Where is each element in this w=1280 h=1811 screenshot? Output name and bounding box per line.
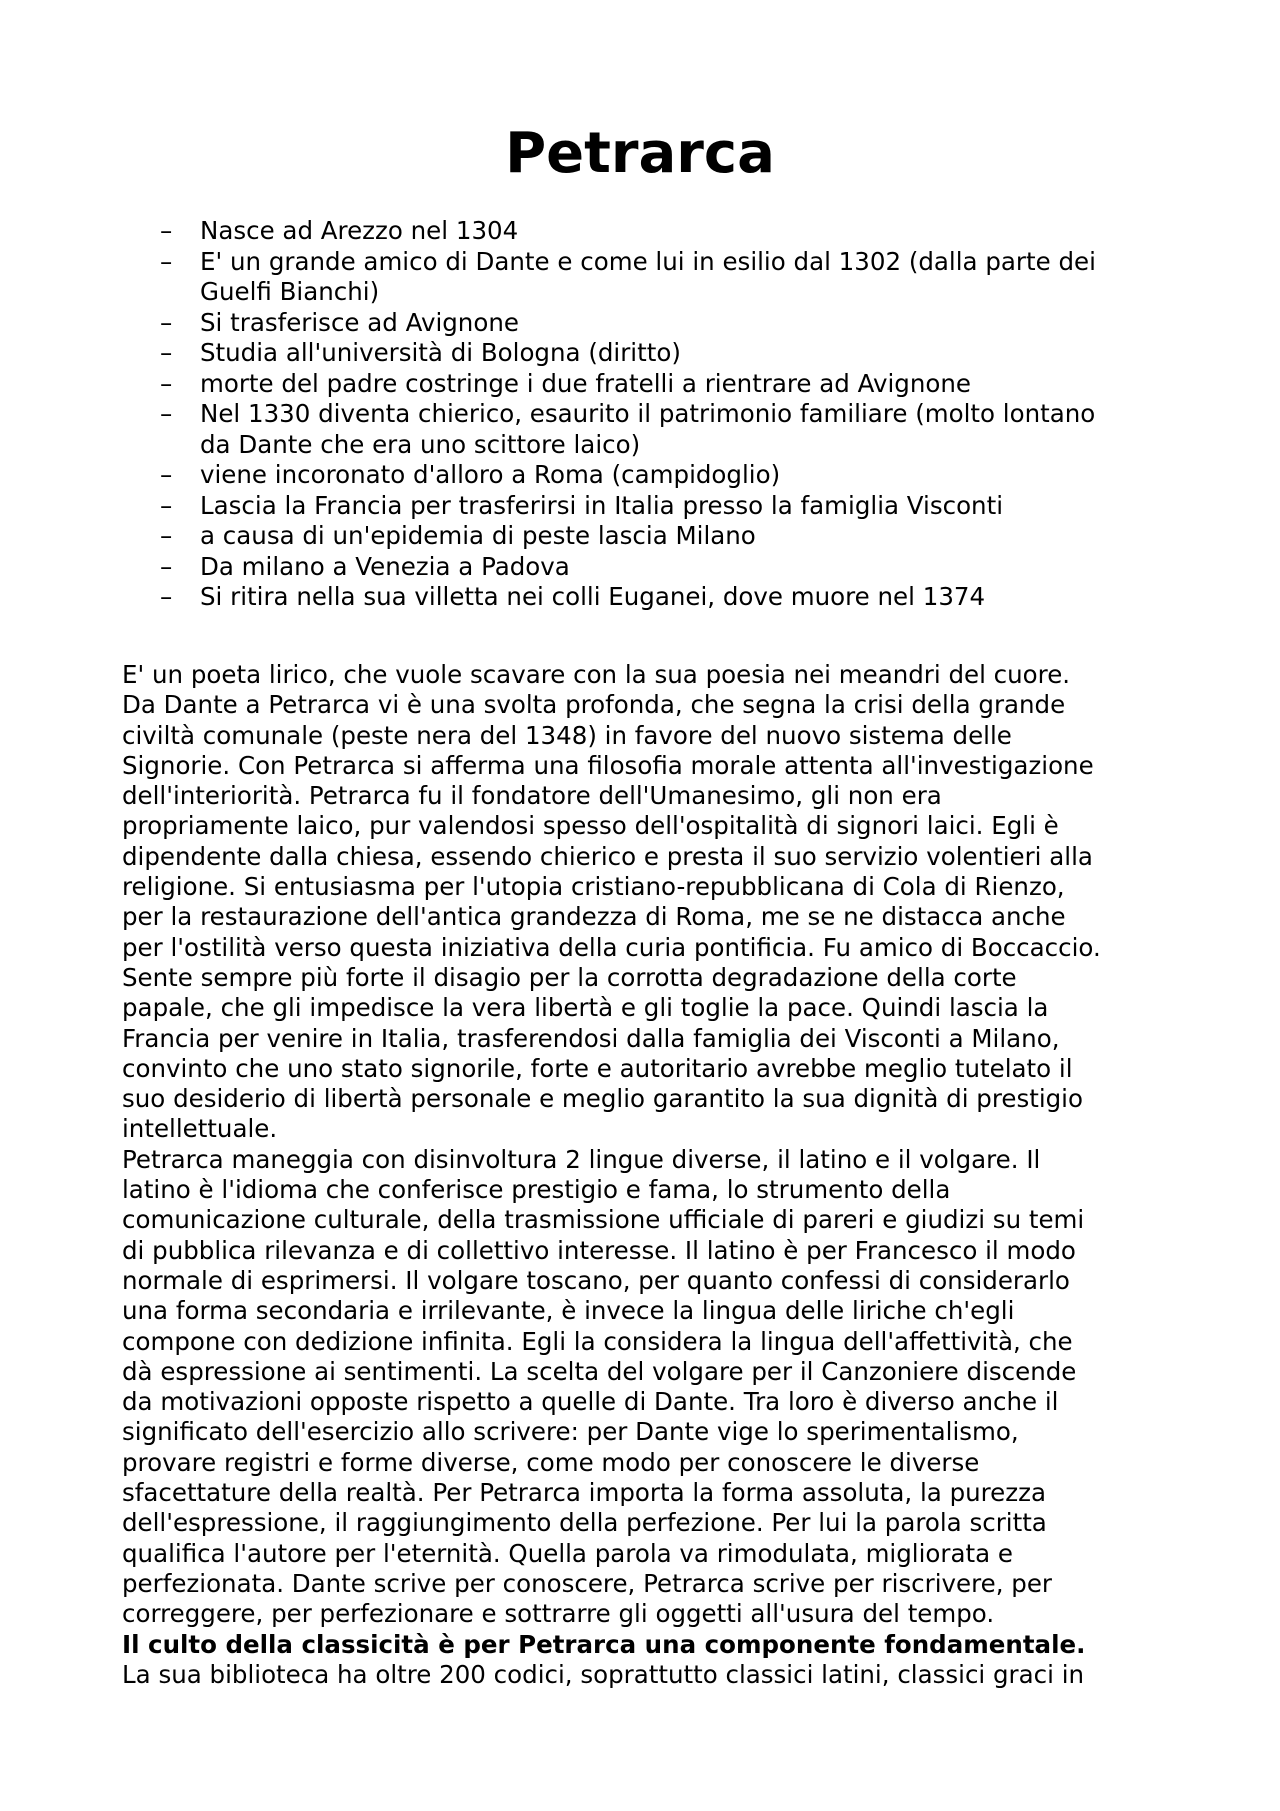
list-item — [160, 338, 1160, 369]
list-dash: – — [160, 216, 173, 245]
list-dash: – — [160, 338, 173, 367]
list-item-text: Si trasferisce ad Avignone — [200, 307, 519, 337]
list-item — [160, 552, 1160, 583]
list-item-text: Nel 1330 diventa chierico, esaurito il patrimonio familiare (molto lontano da Dante che era uno scittore laico) — [200, 399, 1096, 459]
list-dash: – — [160, 246, 173, 276]
list-item — [160, 399, 1160, 460]
paragraph-heading-classicism: Il culto della classicità è per Petrarca una componente fondamentale. — [122, 1629, 1086, 1659]
list-item — [160, 247, 1160, 308]
list-item — [160, 216, 1160, 247]
list-item-text: Da milano a Venezia a Padova — [200, 551, 570, 581]
list-item-text: viene incoronato d'alloro a Roma (campidoglio) — [200, 460, 781, 489]
paragraph-library: La sua biblioteca ha oltre 200 codici, soprattutto classici latini, classici graci in — [122, 1659, 1085, 1689]
list-dash: – — [160, 521, 173, 550]
list-dash: – — [160, 460, 173, 489]
list-item-text: Lascia la Francia per trasferirsi in Italia presso la famiglia Visconti — [200, 490, 1003, 520]
list-item-text: E' un grande amico di Dante e come lui in esilio dal 1302 (dalla parte dei Guelfi Bianchi) — [200, 246, 1096, 306]
list-item-text: morte del padre costringe i due fratelli a rientrare ad Avignone — [200, 368, 971, 398]
list-item-text: Studia all'università di Bologna (diritto) — [200, 338, 681, 367]
list-item — [160, 369, 1160, 400]
list-item — [160, 308, 1160, 339]
list-item-text: Nasce ad Arezzo nel 1304 — [200, 216, 519, 245]
list-item-text: a causa di un'epidemia di peste lascia Milano — [200, 521, 756, 550]
list-dash: – — [160, 490, 173, 520]
list-dash: – — [160, 551, 173, 581]
list-dash: – — [160, 582, 173, 611]
page-title: Petrarca — [505, 121, 775, 186]
list-dash: – — [160, 399, 173, 428]
paragraph-languages: Petrarca maneggia con disinvoltura 2 lingue diverse, il latino e il volgare. Il latino è l'idioma che conferisce prestigio e fama, lo strumento della comunicazione culturale, della trasmissione ufficiale di pareri e giudizi su temi di pubblica rilevanza e di collettivo interesse. Il latino è per Francesco il modo normale di esprimersi. Il volgare toscano, per quanto confessi di considerarlo una forma secondaria e irrilevante, è invece la lingua delle liriche ch'egli compone con dedizione infinita. Egli la considera la lingua dell'affettività, che dà espressione ai sentimenti. La scelta del volgare per il Canzoniere discende da motivazioni opposte rispetto a quelle di Dante. Tra loro è diverso anche il significato dell'esercizio allo scrivere: per Dante vige lo sperimentalismo, provare registri e forme diverse, come modo per conoscere le diverse sfacettature della realtà. Per Petrarca importa la forma assoluta, la purezza dell'espressione, il raggiungimento della perfezione. Per lui la parola scritta qualifica l'autore per l'eternità. Quella parola va rimodulata, migliorata e perfezionata. Dante scrive per conoscere, Petrarca scrive per riscrivere, per correggere, per perfezionare e sottrarre gli oggetti all'usura del tempo. — [122, 1144, 1085, 1629]
list-dash: – — [160, 368, 173, 398]
list-dash: – — [160, 307, 173, 337]
paragraph-intro: E' un poeta lirico, che vuole scavare con la sua poesia nei meandri del cuore. Da Dante a Petrarca vi è una svolta profonda, che segna la crisi della grande civiltà comunale (peste nera del 1348) in favore del nuovo sistema delle Signorie. Con Petrarca si afferma una filosofia morale attenta all'investigazione dell'interiorità. Petrarca fu il fondatore dell'Umanesimo, gli non era propriamente laico, pur valendosi spesso dell'ospitalità di signori laici. Egli è dipendente dalla chiesa, essendo chierico e presta il suo servizio volentieri alla religione. Si entusiasma per l'utopia cristiano-repubblicana di Cola di Rienzo, per la restaurazione dell'antica grandezza di Roma, me se ne distacca anche per l'ostilità verso questa iniziativa della curia pontificia. Fu amico di Boccaccio. Sente sempre più forte il disagio per la corrotta degradazione della corte papale, che gli impedisce la vera libertà e gli toglie la pace. Quindi lascia la Francia per venire in Italia, trasferendosi dalla famiglia dei Visconti a Milano, convinto che uno stato signorile, forte e autoritario avrebbe meglio tutelato il suo desiderio di libertà personale e meglio garantito la sua dignità di prestigio intellettuale. — [122, 660, 1101, 1144]
list-item — [160, 582, 1160, 613]
list-item-text: Si ritira nella sua villetta nei colli Euganei, dove muore nel 1374 — [200, 582, 986, 611]
biography-list — [160, 216, 1160, 613]
list-item — [160, 460, 1160, 491]
body-text — [122, 660, 1172, 1690]
list-item — [160, 491, 1160, 522]
list-item — [160, 521, 1160, 552]
